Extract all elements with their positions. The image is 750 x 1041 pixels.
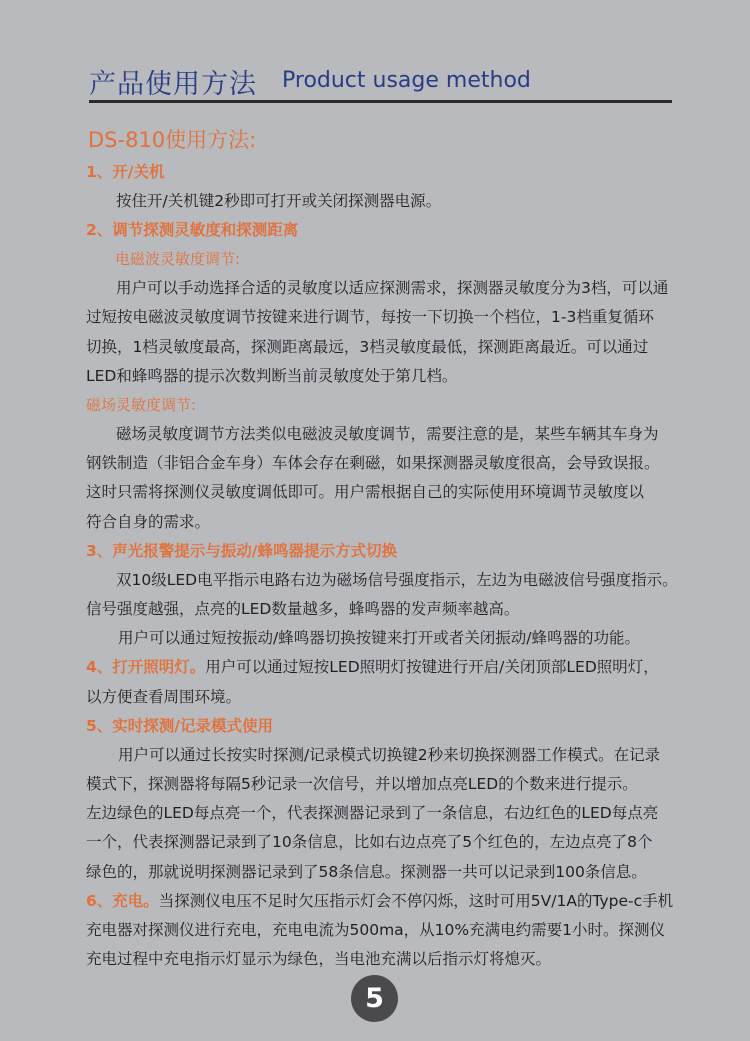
section-1-title: 1、开/关机: [86, 163, 165, 181]
section-3-text-line: 用户可以通过短按振动/蜂鸣器切换按键来打开或者关闭振动/蜂鸣器的功能。: [118, 629, 640, 648]
section-5-text-line: 绿色的，那就说明探测器记录到了58条信息。探测器一共可以记录到100条信息。: [86, 862, 647, 881]
section-3-text-line: 双10级LED电平指示电路右边为磁场信号强度指示，左边为电磁波信号强度指示。: [116, 570, 678, 589]
section-1-text: 按住开/关机键2秒即可打开或关闭探测器电源。: [116, 192, 442, 210]
section-2-text-line: 用户可以手动选择合适的灵敏度以适应探测需求，探测器灵敏度分为3档，可以通: [116, 279, 669, 298]
section-2-text-line: 过短按电磁波灵敏度调节按键来进行调节，每按一下切换一个档位，1-3档重复循环: [86, 308, 654, 327]
section-6-text-line: 充电器对探测仪进行充电，充电电流为500ma，从10%充满电约需要1小时。探测仪: [86, 921, 665, 940]
section-4-text-line: 以方便查看周围环境。: [86, 687, 242, 706]
manual-title: DS-810使用方法:: [88, 128, 257, 152]
section-6-title: 6、充电。: [86, 891, 159, 910]
section-6-text-line: 充电过程中充电指示灯显示为绿色，当电池充满以后指示灯将熄灭。: [86, 950, 552, 969]
section-2-text-line: 符合自身的需求。: [86, 512, 211, 531]
section-2-text-line: 这时只需将探测仪灵敏度调低即可。用户需根据自己的实际使用环境调节灵敏度以: [86, 483, 645, 502]
instructions-body: [86, 122, 706, 974]
section-2-text-line: LED和蜂鸣器的提示次数判断当前灵敏度处于第几档。: [86, 366, 458, 385]
page-number-badge: 5: [351, 975, 398, 1022]
section-6-line: [86, 887, 706, 916]
section-2-text-line: 磁场灵敏度调节方法类似电磁波灵敏度调节，需要注意的是，某些车辆其车身为: [116, 425, 659, 444]
page-title-cn: 产品使用方法: [89, 69, 257, 100]
page-header: [89, 58, 672, 103]
subsection-magnetic-sensitivity: 磁场灵敏度调节:: [86, 396, 197, 415]
section-2-text-line: 切换，1档灵敏度最高，探测距离最远，3档灵敏度最低，探测距离最近。可以通过: [86, 337, 649, 356]
section-2-text-line: 钢铁制造（非铝合金车身）车体会存在剩磁，如果探测器灵敏度很高，会导致误报。: [86, 454, 660, 473]
section-4-line: [86, 653, 706, 682]
section-3-text-line: 信号强度越强，点亮的LED数量越多，蜂鸣器的发声频率越高。: [86, 600, 520, 619]
section-3-title: 3、声光报警提示与振动/蜂鸣器提示方式切换: [86, 541, 397, 560]
subsection-em-sensitivity: 电磁波灵敏度调节:: [115, 250, 241, 269]
section-5-text-line: 一个，代表探测器记录到了10条信息，比如右边点亮了5个红色的，左边点亮了8个: [86, 833, 653, 852]
section-2-title: 2、调节探测灵敏度和探测距离: [86, 221, 299, 240]
section-5-text-line: 左边绿色的LED每点亮一个，代表探测器记录到了一条信息，右边红色的LED每点亮: [86, 804, 659, 823]
section-5-title: 5、实时探测/记录模式使用: [86, 716, 273, 735]
section-6-text: 当探测仪电压不足时欠压指示灯会不停闪烁，这时可用5V/1A的Type-c手机: [158, 891, 674, 910]
section-5-text-line: 用户可以通过长按实时探测/记录模式切换键2秒来切换探测器工作模式。在记录: [118, 745, 661, 764]
section-5-text-line: 模式下，探测器将每隔5秒记录一次信号，并以增加点亮LED的个数来进行提示。: [86, 775, 638, 794]
page-title-en: Product usage method: [282, 68, 531, 93]
section-4-text: 用户可以通过短按LED照明灯按键进行开启/关闭顶部LED照明灯，: [205, 658, 659, 677]
section-4-title: 4、打开照明灯。: [86, 658, 206, 677]
